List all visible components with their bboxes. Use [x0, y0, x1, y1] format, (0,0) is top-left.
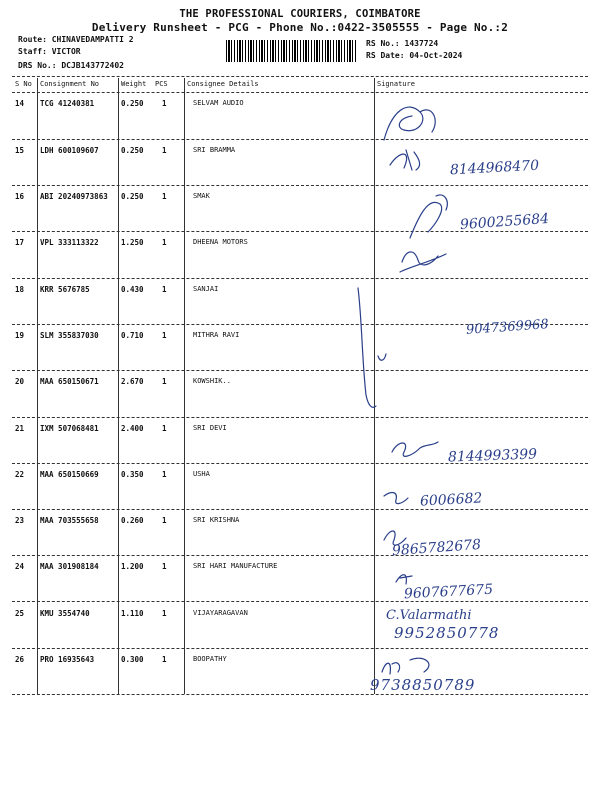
handwritten-phone: 9738850789 [370, 676, 476, 694]
row-weight: 0.710 [121, 331, 144, 340]
handwritten-phone: 9952850778 [394, 624, 500, 642]
row-pcs: 1 [162, 331, 167, 340]
row-sno: 22 [15, 470, 25, 479]
row-pcs: 1 [162, 146, 167, 155]
signature-scribble [390, 150, 420, 170]
row-consignment: PRO 16935643 [40, 655, 95, 664]
row-pcs: 1 [162, 516, 167, 525]
row-consignee: VIJAYARAGAVAN [193, 609, 248, 617]
row-pcs: 1 [162, 609, 167, 618]
staff-label: Staff: VICTOR [18, 47, 81, 56]
row-consignment: SLM 355837030 [40, 331, 99, 340]
row-sno: 18 [15, 285, 25, 294]
row-sno: 26 [15, 655, 25, 664]
row-sno: 14 [15, 99, 25, 108]
signature-scribble [384, 107, 435, 140]
row-sno: 17 [15, 238, 25, 247]
row-consignment: MAA 703555658 [40, 516, 99, 525]
row-consignee: KOWSHIK.. [193, 377, 231, 385]
row-consignment: MAA 301908184 [40, 562, 99, 571]
row-weight: 1.250 [121, 238, 144, 247]
row-weight: 0.260 [121, 516, 144, 525]
row-pcs: 1 [162, 377, 167, 386]
row-sno: 20 [15, 377, 25, 386]
route-label: Route: CHINAVEDAMPATTI 2 [18, 35, 134, 44]
row-pcs: 1 [162, 470, 167, 479]
row-consignee: SANJAI [193, 285, 219, 293]
handwritten-phone: 9600255684 [459, 210, 550, 234]
handwritten-phone: 9607677675 [403, 581, 494, 603]
signature-scribble [396, 575, 412, 584]
col-header-consignee: Consignee Details [187, 80, 259, 88]
row-pcs: 1 [162, 285, 167, 294]
row-consignment: TCG 41240381 [40, 99, 95, 108]
row-weight: 0.250 [121, 192, 144, 201]
handwritten-phone: 6006682 [419, 490, 483, 510]
handwritten-phone: 9865782678 [391, 536, 482, 560]
rs-number: RS No.: 1437724 [366, 39, 439, 48]
row-sno: 23 [15, 516, 25, 525]
row-consignment: LDH 600109607 [40, 146, 99, 155]
row-consignee: MITHRA RAVI [193, 331, 240, 339]
rs-date: RS Date: 04-Oct-2024 [366, 51, 463, 60]
row-weight: 0.300 [121, 655, 144, 664]
handwritten-name: C.Valarmathi [386, 608, 472, 623]
handwritten-phone: 8144968470 [449, 157, 540, 179]
signature-scribble [358, 288, 376, 407]
row-consignee: SRI BRAMMA [193, 146, 236, 154]
row-consignee: SRI HARI MANUFACTURE [193, 562, 278, 570]
row-pcs: 1 [162, 238, 167, 247]
drs-label: DRS No.: DCJB143772402 [18, 61, 124, 70]
row-sno: 16 [15, 192, 25, 201]
row-weight: 0.250 [121, 146, 144, 155]
row-consignment: KRR 5676785 [40, 285, 90, 294]
row-consignee: USHA [193, 470, 210, 478]
row-weight: 2.400 [121, 424, 144, 433]
row-pcs: 1 [162, 192, 167, 201]
row-weight: 0.350 [121, 470, 144, 479]
handwritten-phone: 9047369968 [465, 317, 550, 338]
runsheet-title: Delivery Runsheet - PCG - Phone No.:0422-3505555 - Page No.:2 [91, 21, 509, 34]
row-weight: 1.110 [121, 609, 144, 618]
row-sno: 15 [15, 146, 25, 155]
row-pcs: 1 [162, 655, 167, 664]
row-weight: 1.200 [121, 562, 144, 571]
row-sno: 19 [15, 331, 25, 340]
col-header-sno: S No [15, 80, 32, 88]
row-consignee: DHEENA MOTORS [193, 238, 248, 246]
row-consignee: SRI DEVI [193, 424, 227, 432]
row-weight: 0.430 [121, 285, 144, 294]
row-weight: 2.670 [121, 377, 144, 386]
col-header-pcs: PCS [155, 80, 168, 88]
signature-scribble [410, 195, 447, 238]
row-pcs: 1 [162, 99, 167, 108]
row-consignee: SELVAM AUDIO [193, 99, 244, 107]
row-pcs: 1 [162, 562, 167, 571]
signature-scribble [400, 252, 446, 272]
row-weight: 0.250 [121, 99, 144, 108]
row-consignment: IXM 507068481 [40, 424, 99, 433]
row-consignment: KMU 3554740 [40, 609, 90, 618]
row-consignment: MAA 650150669 [40, 470, 99, 479]
row-sno: 21 [15, 424, 25, 433]
handwritten-phone: 8144993399 [447, 446, 538, 466]
col-header-consignment: Consignment No [40, 80, 100, 88]
col-header-signature: Signature [377, 80, 415, 88]
row-consignee: SRI KRISHNA [193, 516, 240, 524]
row-consignment: ABI 20240973863 [40, 192, 108, 201]
row-consignment: MAA 650150671 [40, 377, 99, 386]
col-header-weight: Weight [121, 80, 147, 88]
signature-scribble [384, 493, 408, 504]
row-sno: 24 [15, 562, 25, 571]
row-consignment: VPL 333113322 [40, 238, 99, 247]
signature-scribble [382, 658, 429, 674]
signature-scribble [378, 354, 386, 360]
row-consignee: BOOPATHY [193, 655, 227, 663]
company-title: THE PROFESSIONAL COURIERS, COIMBATORE [179, 8, 421, 20]
row-sno: 25 [15, 609, 25, 618]
signature-scribble [392, 442, 438, 456]
row-pcs: 1 [162, 424, 167, 433]
row-consignee: SMAK [193, 192, 210, 200]
